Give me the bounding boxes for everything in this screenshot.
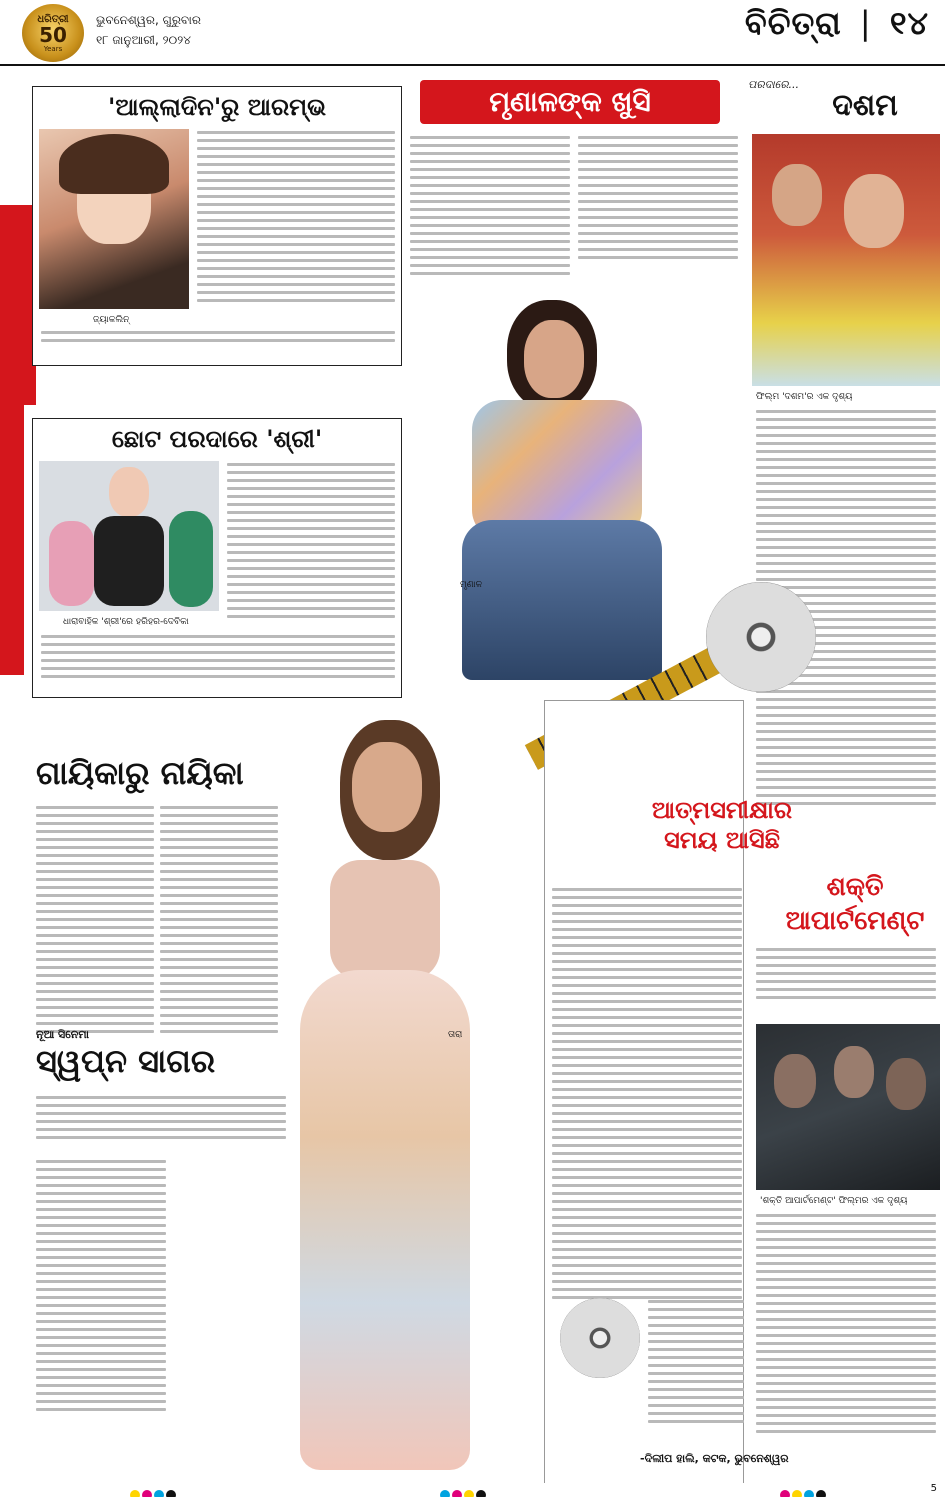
- caption-shree: ଧାରାବାହିକ 'ଶ୍ରୀ'ରେ ହରିହର-ଦେବିକା: [63, 617, 189, 627]
- headline-shakti: [770, 870, 940, 938]
- headline-shakti-line1: ଶକ୍ତି: [826, 872, 884, 902]
- body-swapna-col: [36, 1160, 166, 1411]
- photo-tara: [280, 700, 480, 1485]
- headline-mrunal: ମୃଣାଳଙ୍କ ଖୁସି: [420, 80, 720, 124]
- story-shree: [32, 418, 402, 698]
- photo-mrunal: [412, 290, 712, 690]
- headline-atmasamikhya-line1: ଆତ୍ମସମୀକ୍ଷାର: [651, 796, 793, 824]
- headline-atmasamikhya-line2: ସମୟ ଆସିଛି: [664, 826, 780, 854]
- registration-marks-1: [130, 1485, 178, 1497]
- body-mrunal-col2: [578, 136, 738, 259]
- body-jacqueline-bottom: [41, 331, 395, 342]
- headline-jacqueline: 'ଆଲ୍ଲାଦିନ'ରୁ ଆରମ୍ଭ: [108, 93, 326, 121]
- logo-years: Years: [43, 44, 63, 53]
- newspaper-logo: [22, 4, 84, 62]
- byline-atmasamikhya: -ଦିଲୀପ ହାଲି, କଟକ, ଭୁବନେଶ୍ୱର: [640, 1452, 789, 1465]
- footer-page-index: 5: [930, 1483, 937, 1494]
- caption-shakti: 'ଶକ୍ତି ଆପାର୍ଟମେଣ୍ଟ' ଫିଲ୍ମର ଏକ ଦୃଶ୍ୟ: [760, 1196, 908, 1206]
- headline-swapna: ସ୍ୱପ୍ନ ସାଗର: [36, 1042, 216, 1080]
- body-jacqueline-col1: [197, 131, 395, 302]
- logo-title: ଧରିତ୍ରୀ: [37, 13, 69, 25]
- headline-tara: ଗାୟିକାରୁ ନାୟିକା: [36, 754, 244, 792]
- masthead-rule: [0, 64, 945, 66]
- body-shree-bottom: [41, 635, 395, 678]
- headline-shree: ଛୋଟ ପରଦାରେ 'ଶ୍ରୀ': [111, 425, 323, 453]
- film-reel-icon: [706, 582, 816, 692]
- page-number: ୧୪: [889, 4, 929, 42]
- kicker-dashama: ପରଦାରେ...: [748, 78, 799, 91]
- caption-dashama: ଫିଲ୍ମ 'ଦଶମ'ର ଏକ ଦୃଶ୍ୟ: [756, 392, 853, 402]
- footer-bar: [0, 1483, 945, 1497]
- body-shree-col1: [227, 463, 395, 618]
- dateline-city-day: ଭୁବନେଶ୍ୱର, ଗୁରୁବାର: [96, 13, 201, 27]
- byline-name: -ଦିଲୀପ ହାଲି: [640, 1452, 695, 1465]
- byline-place: କଟକ, ଭୁବନେଶ୍ୱର: [702, 1452, 789, 1465]
- body-shakti: [756, 1214, 936, 1433]
- caption-tara: ତାରା: [448, 1030, 463, 1040]
- headline-atmasamikhya: [642, 795, 802, 855]
- film-reel-icon-small: [560, 1298, 640, 1378]
- body-atmasamikhya-col1: [552, 888, 742, 1299]
- registration-marks-3: [780, 1485, 828, 1497]
- registration-marks-2: [440, 1485, 488, 1497]
- body-mrunal-col1: [410, 136, 570, 275]
- headline-shakti-line2: ଆପାର୍ଟମେଣ୍ଟ: [785, 906, 925, 936]
- kicker-swapna: ନୂଆ ସିନେମା: [36, 1028, 90, 1041]
- dateline: [96, 10, 201, 50]
- red-side-band: [0, 205, 24, 675]
- body-shakti-top: [756, 948, 936, 999]
- story-jacqueline: [32, 86, 402, 366]
- logo-number: 50: [39, 22, 67, 47]
- photo-dashama: [752, 134, 940, 386]
- dateline-date: ୧୮ ଜାନୁଆରୀ, ୨୦୨୪: [96, 33, 191, 47]
- caption-jacqueline: ଜ୍ୟାକଲିନ୍‌: [93, 315, 130, 325]
- section-header: ବିଚିତ୍ରା | ୧୪: [744, 4, 929, 42]
- body-tara-col1: [36, 806, 154, 1033]
- body-swapna-top: [36, 1096, 286, 1139]
- photo-shakti: [756, 1024, 940, 1190]
- body-tara-col2: [160, 806, 278, 1033]
- photo-shree: [39, 461, 219, 611]
- photo-jacqueline: [39, 129, 189, 309]
- caption-mrunal: ମୃଣାଳ: [460, 580, 483, 590]
- body-atmasamikhya-col2: [648, 1300, 744, 1423]
- headline-dashama: ଦଶମ: [832, 88, 898, 123]
- section-name: ବିଚିତ୍ରା: [744, 4, 842, 42]
